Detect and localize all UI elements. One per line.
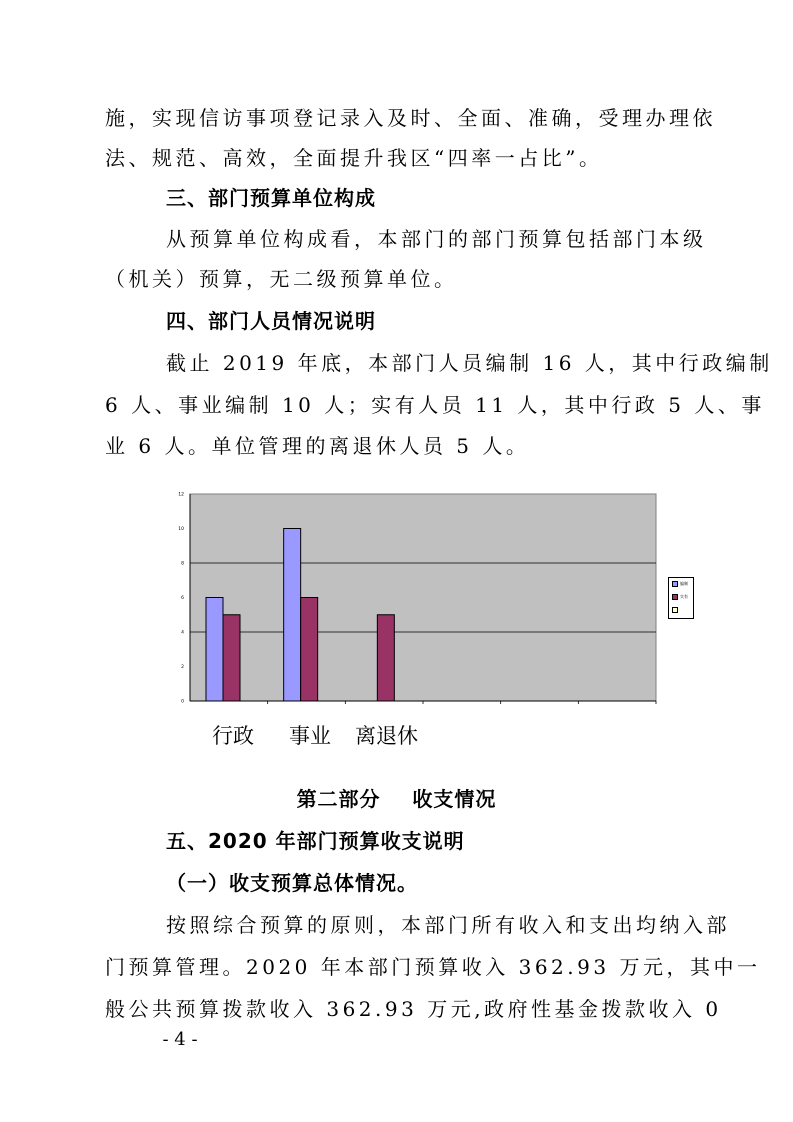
y-tick-label: 4	[181, 630, 184, 636]
chart-legend	[668, 577, 694, 619]
paragraph-line: 从预算单位构成看，本部门的部门预算包括部门本级	[166, 227, 707, 251]
paragraph-line: 法、规范、高效，全面提升我区“四率一占比”。	[105, 146, 603, 170]
part-title: 第二部分 收支情况	[296, 787, 497, 811]
paragraph-line: 般公共预算拨款收入 362.93 万元,政府性基金拨款收入 0	[105, 997, 722, 1021]
y-tick-label: 0	[181, 699, 184, 705]
legend-swatch	[672, 594, 678, 600]
y-tick-label: 6	[181, 596, 184, 601]
paragraph-line: 截止 2019 年底，本部门人员编制 16 人，其中行政编制	[166, 351, 773, 375]
bar	[284, 529, 301, 702]
staff-bar-chart	[168, 488, 658, 708]
legend-swatch	[672, 581, 678, 587]
legend-label: 实有	[680, 594, 688, 599]
subsection-heading: （一）收支预算总体情况。	[166, 871, 418, 895]
bar	[223, 615, 240, 701]
plot-area	[190, 494, 656, 701]
category-label: 行政	[212, 724, 254, 748]
paragraph-line: （机关）预算，无二级预算单位。	[105, 267, 458, 291]
page-number: - 4 -	[162, 1029, 198, 1050]
legend-swatch	[672, 607, 678, 613]
legend-item	[672, 606, 680, 614]
category-label: 离退休	[355, 724, 418, 748]
category-label: 事业	[289, 724, 331, 748]
bar	[301, 598, 318, 702]
section-heading: 三、部门预算单位构成	[166, 186, 376, 210]
section-heading: 五、2020 年部门预算收支说明	[166, 829, 465, 853]
y-tick-label: 12	[178, 492, 184, 498]
legend-label: 编制	[680, 581, 688, 586]
bar	[377, 615, 394, 701]
y-tick-label: 8	[181, 561, 184, 567]
paragraph-line: 按照综合预算的原则，本部门所有收入和支出均纳入部	[166, 913, 730, 937]
paragraph-line: 门预算管理。2020 年本部门预算收入 362.93 万元，其中一	[105, 955, 761, 979]
paragraph-line: 业 6 人。单位管理的离退休人员 5 人。	[105, 434, 530, 458]
paragraph-line: 施，实现信访事项登记录入及时、全面、准确，受理办理依	[105, 106, 716, 130]
legend-item	[672, 593, 688, 601]
y-tick-label: 10	[178, 527, 184, 532]
legend-item	[672, 580, 688, 588]
section-heading: 四、部门人员情况说明	[166, 309, 376, 333]
y-tick-label: 2	[181, 665, 184, 670]
bar	[206, 598, 223, 702]
paragraph-line: 6 人、事业编制 10 人；实有人员 11 人，其中行政 5 人、事	[105, 393, 765, 417]
